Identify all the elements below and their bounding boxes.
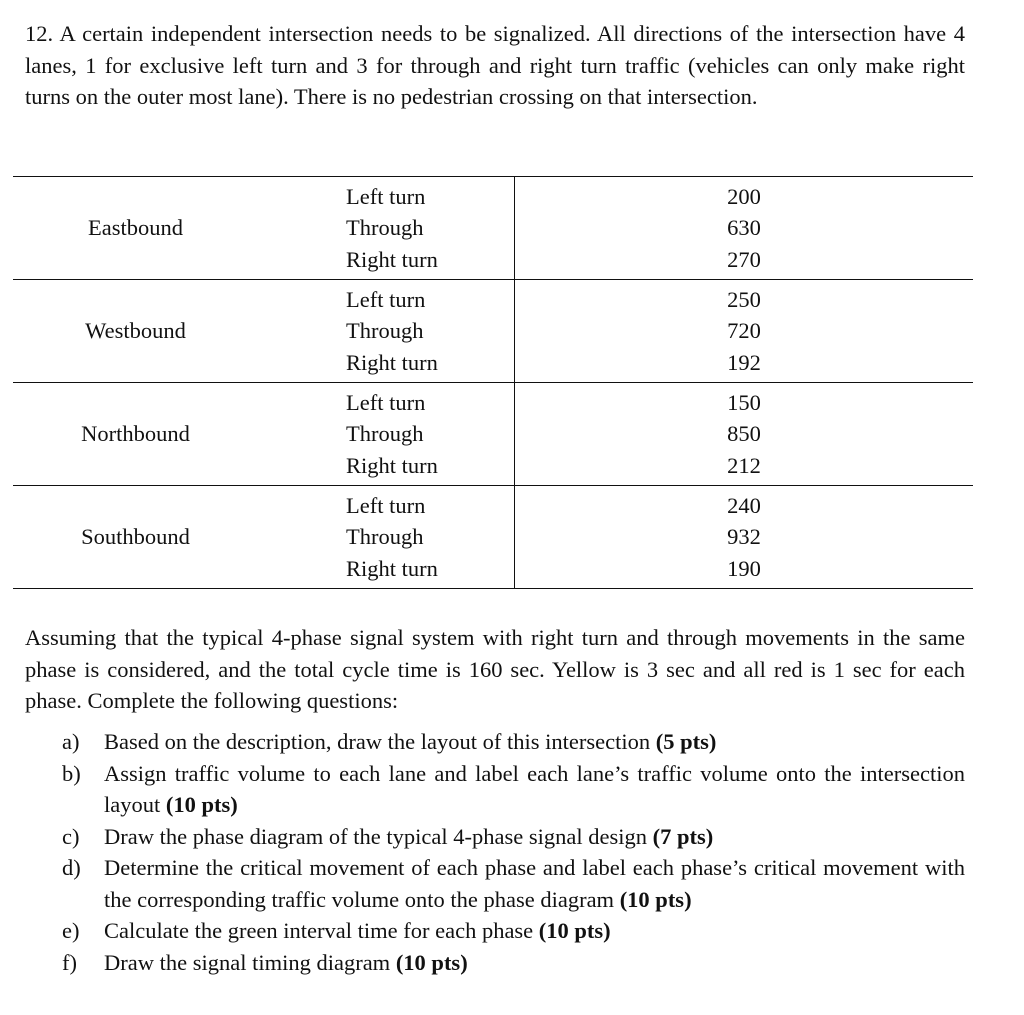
question-points: (10 pts) bbox=[538, 918, 611, 943]
movement-cell bbox=[258, 280, 515, 383]
movement-left: Left turn bbox=[346, 183, 426, 209]
movement-left: Left turn bbox=[346, 286, 426, 312]
question-text: Based on the description, draw the layout of this intersection bbox=[104, 729, 651, 754]
question-text: Draw the phase diagram of the typical 4-phase signal design bbox=[104, 823, 647, 849]
movement-through: Through bbox=[346, 524, 424, 550]
volume-cell bbox=[515, 383, 974, 486]
list-item bbox=[62, 758, 965, 821]
list-item bbox=[62, 852, 965, 915]
volume-left: 250 bbox=[727, 286, 761, 312]
question-text: Assign traffic volume to each lane and label each lane’s traffic volume onto the intersection layout bbox=[104, 760, 965, 817]
volume-right: 270 bbox=[727, 246, 761, 272]
movement-through: Through bbox=[346, 318, 424, 344]
problem-statement bbox=[25, 18, 965, 113]
question-marker: c) bbox=[62, 823, 80, 849]
list-item bbox=[62, 821, 965, 853]
movement-left: Left turn bbox=[346, 389, 426, 415]
question-points: (10 pts) bbox=[165, 792, 238, 817]
volume-left: 200 bbox=[727, 183, 761, 209]
volume-right: 192 bbox=[727, 349, 761, 375]
table-row-northbound bbox=[13, 383, 973, 486]
list-item bbox=[62, 947, 965, 979]
question-text: Calculate the green interval time for each phase bbox=[104, 918, 534, 943]
question-text: Determine the critical movement of each phase and label each phase’s critical movement with the corresponding traffic volume onto the phase diagram bbox=[104, 855, 965, 912]
volume-left: 240 bbox=[727, 492, 761, 518]
table-row-eastbound bbox=[13, 177, 973, 280]
question-marker: f) bbox=[62, 949, 77, 975]
question-list bbox=[62, 726, 965, 978]
question-points: (7 pts) bbox=[652, 823, 714, 849]
direction-cell: Northbound bbox=[13, 383, 258, 486]
volume-right: 190 bbox=[727, 555, 761, 581]
direction-cell: Eastbound bbox=[13, 177, 258, 280]
question-marker: a) bbox=[62, 729, 80, 754]
volume-through: 850 bbox=[727, 421, 761, 447]
question-marker: d) bbox=[62, 855, 81, 880]
question-points: (5 pts) bbox=[655, 729, 717, 754]
volume-cell bbox=[515, 486, 974, 589]
volume-through: 720 bbox=[727, 318, 761, 344]
problem-number: 12. bbox=[25, 21, 54, 46]
volume-left: 150 bbox=[727, 389, 761, 415]
movement-right: Right turn bbox=[346, 452, 438, 478]
direction-cell: Westbound bbox=[13, 280, 258, 383]
volume-cell bbox=[515, 177, 974, 280]
volume-cell bbox=[515, 280, 974, 383]
question-points: (10 pts) bbox=[395, 949, 468, 975]
movement-right: Right turn bbox=[346, 246, 438, 272]
list-item bbox=[62, 915, 965, 947]
direction-cell: Southbound bbox=[13, 486, 258, 589]
problem-text: A certain independent intersection needs to be signalized. All directions of the intersection have 4 lanes, 1 for exclusive left turn and 3 for through and right turn traffic (vehicles can only make right turns on the outer most lane). There is no pedestrian crossing on that intersection. bbox=[25, 21, 965, 109]
list-item bbox=[62, 726, 965, 758]
movement-right: Right turn bbox=[346, 349, 438, 375]
movement-through: Through bbox=[346, 421, 424, 447]
movement-cell bbox=[258, 486, 515, 589]
table-row-westbound bbox=[13, 280, 973, 383]
question-text: Draw the signal timing diagram bbox=[104, 949, 391, 975]
movement-cell bbox=[258, 383, 515, 486]
assumption-paragraph: Assuming that the typical 4-phase signal system with right turn and through movements in the same phase is considered, and the total cycle time is 160 sec. Yellow is 3 sec and all red is 1 sec for each phase. Complete the following questions: bbox=[25, 625, 965, 713]
volume-through: 630 bbox=[727, 215, 761, 241]
volume-through: 932 bbox=[727, 524, 761, 550]
movement-through: Through bbox=[346, 215, 424, 241]
question-marker: e) bbox=[62, 918, 80, 943]
movement-right: Right turn bbox=[346, 555, 438, 581]
volume-right: 212 bbox=[727, 452, 761, 478]
question-points: (10 pts) bbox=[619, 886, 692, 912]
traffic-volume-table bbox=[13, 176, 973, 589]
movement-cell bbox=[258, 177, 515, 280]
movement-left: Left turn bbox=[346, 492, 426, 518]
table-row-southbound bbox=[13, 486, 973, 589]
question-marker: b) bbox=[62, 760, 81, 786]
